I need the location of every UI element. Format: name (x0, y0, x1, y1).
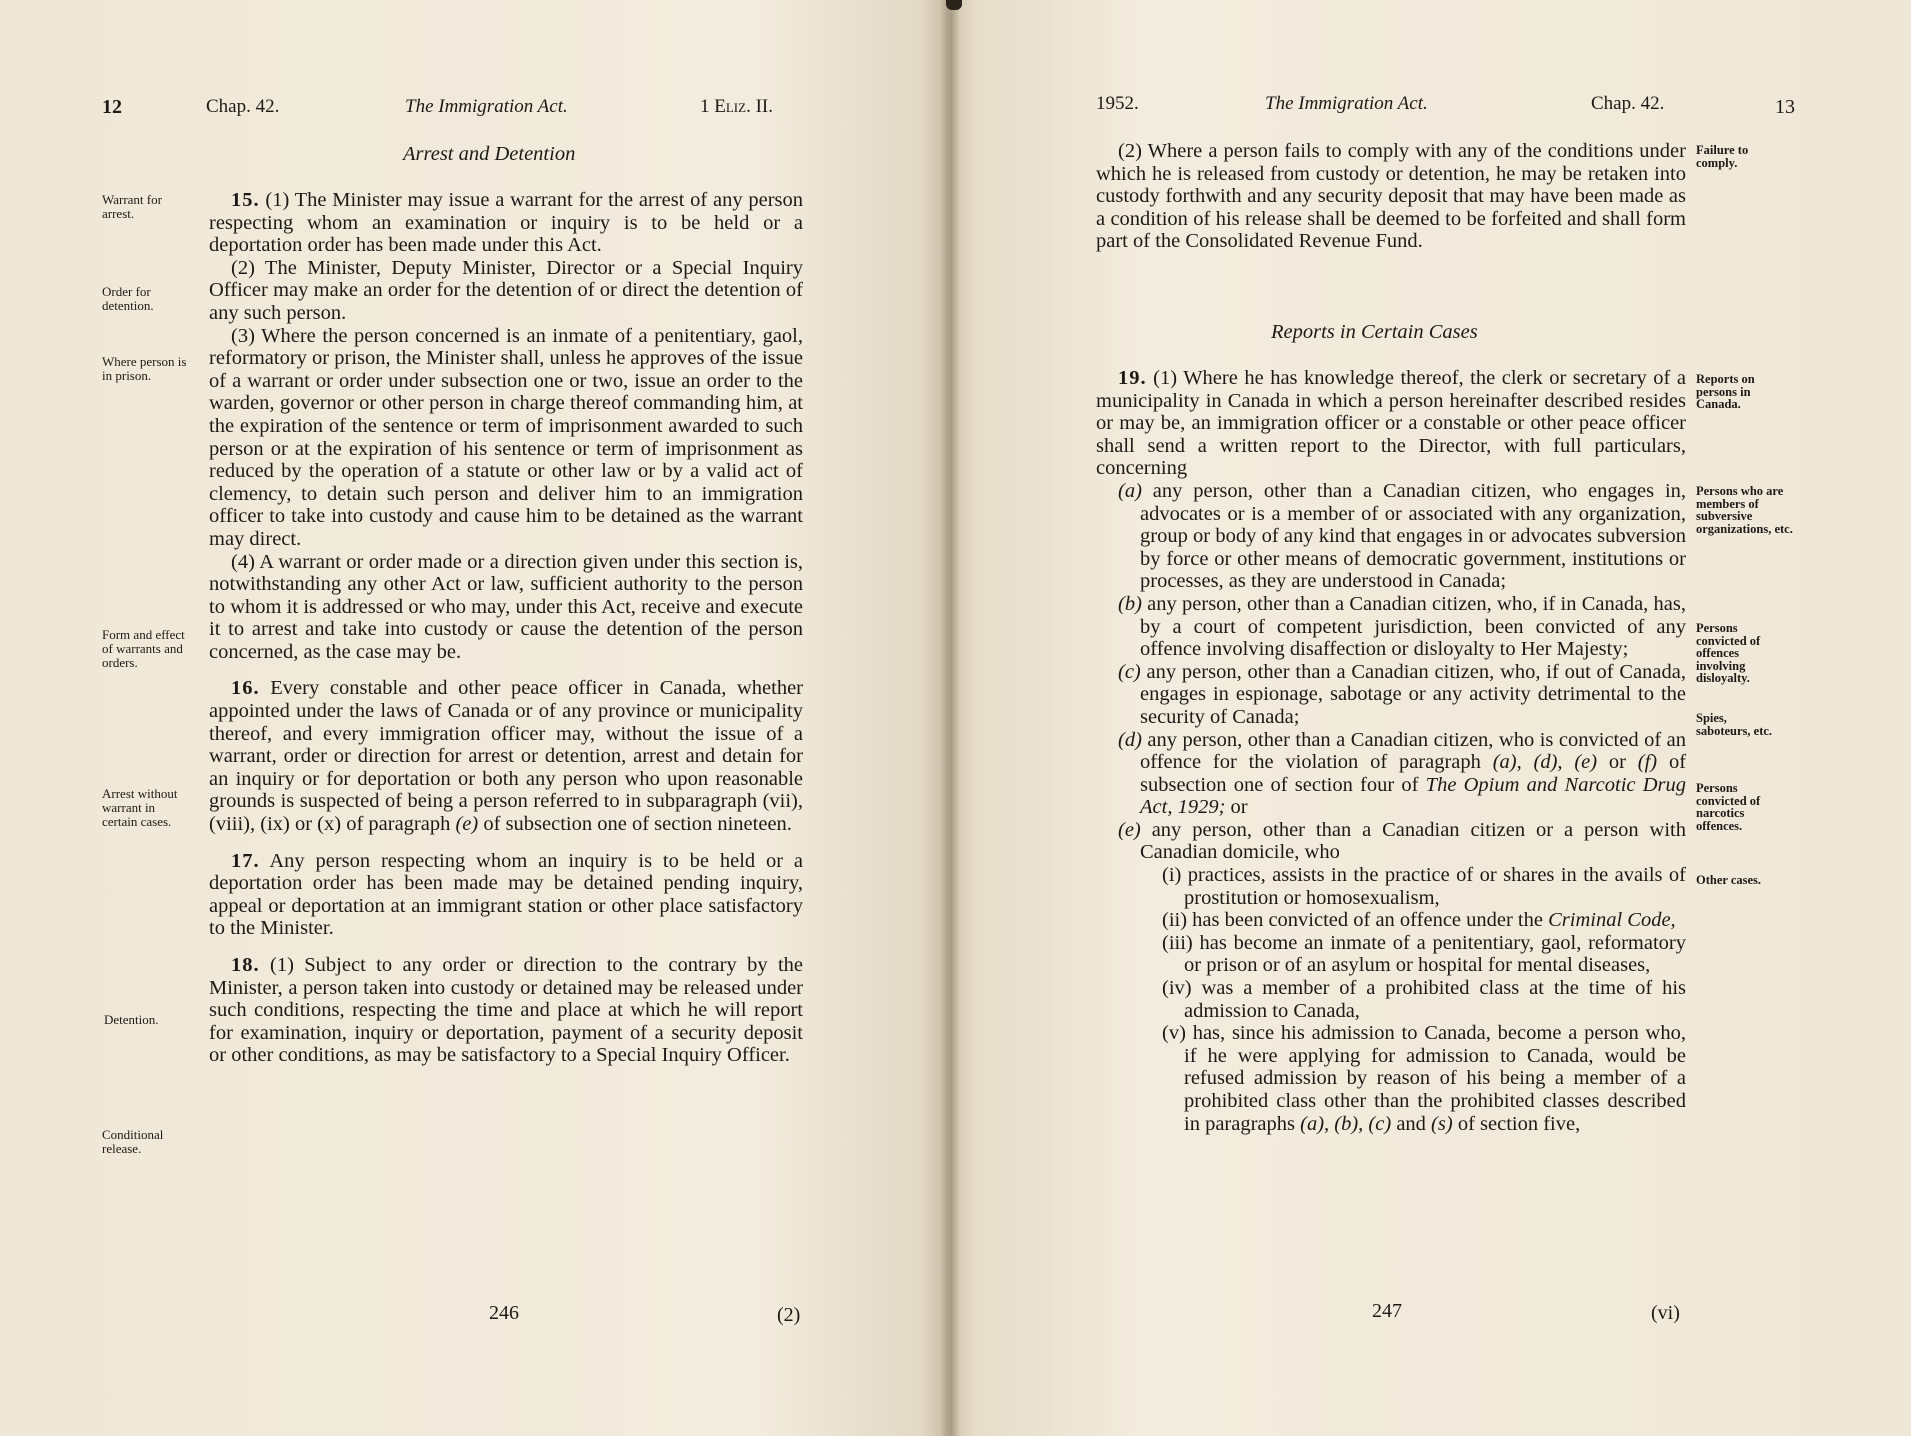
margin-note-form-effect: Form and effect of warrants and orders. (102, 627, 185, 670)
right-body-top (1096, 140, 1686, 253)
margin-note-reports: Reports on persons in Canada. (1696, 372, 1755, 411)
s19-v-text-a: (v) has, since his admission to Canada, become a person who, if he were applying for admission to Canada, would be refused admission by reason of his being a member of a prohibited class other than the prohibited classes described in paragraphs (1162, 1022, 1686, 1135)
s19-sub-i: (i) practices, assists in the practice of or shares in the avails of prostitution or homosexualism, (1162, 864, 1686, 909)
s15-para-3: (3) Where the person concerned is an inmate of a penitentiary, gaol, reformatory or prison, the Minister shall, unless he approves of the issue of a warrant or order under subsection one or two, issue an order to the warden, governor or other person in charge thereof commanding him, at the expiration of the sentence or term of imprisonment awarded to such person or at the expiration of his sentence or term of imprisonment as reduced by the operation of a statute or other law or by a valid act of clemency, to detain such person and deliver him to an immigration officer to take into custody and cause him to be detained as the warrant may direct. (209, 324, 803, 550)
s19-v-and: and (1396, 1112, 1426, 1135)
margin-note-prison: Where person is in prison. (102, 354, 187, 383)
margin-note-detention: Detention. (104, 1012, 159, 1027)
s15-para-1 (209, 189, 803, 257)
s19-c-label: (c) (1118, 660, 1141, 683)
s15-para-2: (2) The Minister, Deputy Minister, Director or a Special Inquiry Officer may make an order for the detention of or direct the detention of any such person. (209, 256, 803, 324)
left-page (0, 0, 948, 1436)
margin-note-subversive: Persons who are members of subversive organizations, etc. (1696, 484, 1793, 536)
s15-number: 15. (231, 189, 260, 211)
margin-note-other-cases: Other cases. (1696, 873, 1762, 887)
right-header-title: The Immigration Act. (1265, 93, 1428, 114)
s15-p1-text: (1) The Minister may issue a warrant for the arrest of any person respecting whom an examination or inquiry is to be held or a deportation order has been made under this Act. (209, 189, 803, 257)
s19-intro (1096, 367, 1686, 480)
right-header-chapter: Chap. 42. (1591, 93, 1665, 114)
s19-d-text-3: or (1230, 796, 1248, 819)
s19-a-text: any person, other than a Canadian citizen, who engages in, advocates or is a member of or associated with any organization, group or body of any kind that engages in or advocates subversion by force or other means of democratic government, institutions or processes, as they are understood in Canada; (1140, 479, 1687, 593)
s19-d-ref-f: (f) (1637, 751, 1658, 774)
s19-c-text: any person, other than a Canadian citizen, who, if out of Canada, engages in espionage, sabotage or any activity detrimental to the security of Canada; (1140, 660, 1686, 728)
margin-note-warrant: Warrant for arrest. (102, 192, 162, 221)
book-gutter (940, 0, 960, 1436)
s19-d-text-2: of subsection one of section four of (1140, 751, 1687, 796)
s19-ii-text: (ii) has been convicted of an offence under the (1162, 909, 1543, 932)
margin-note-spies: Spies, saboteurs, etc. (1696, 711, 1773, 738)
s19-number: 19. (1118, 367, 1147, 389)
margin-note-narcotics: Persons convicted of narcotics offences. (1696, 781, 1761, 833)
left-header-regnal: 1 Eliz. II. (700, 96, 773, 117)
s16-text-a: Every constable and other peace officer in Canada, whether appointed under the laws of Canada or of any province or municipality thereof, and every immigration officer may, without the issue of a warrant, order or direction for arrest or detention, arrest and detain for an inquiry or for deportation or both any person who upon reasonable grounds is suspected of being a person referred to in subparagraph (vii), (viii), (ix) or (x) of paragraph (209, 677, 804, 836)
s18-para-2: (2) Where a person fails to comply with any of the conditions under which he is released from custody or detention, he may be retaken into custody forthwith and any security deposit that may have been made as a condition of his release shall be deemed to be forfeited and shall form part of the Consolidated Revenue Fund. (1096, 140, 1686, 253)
right-signature: (vi) (1651, 1302, 1680, 1324)
s16-para (209, 677, 803, 835)
s19-item-d (1096, 729, 1686, 819)
left-header-chapter: Chap. 42. (206, 96, 280, 117)
s19-item-c (1096, 661, 1686, 729)
margin-note-detention-order: Order for detention. (102, 284, 154, 313)
s19-v-refs: (a), (b), (c) (1300, 1112, 1392, 1135)
left-signature: (2) (777, 1304, 801, 1326)
s19-b-label: (b) (1118, 592, 1142, 615)
s17-para (209, 850, 803, 940)
s19-sub-iii: (iii) has become an inmate of a penitentiary, gaol, reformatory or prison or of an asylum or hospital for mental diseases, (1162, 931, 1686, 977)
s19-v-text-b: of section five, (1457, 1112, 1581, 1135)
s18-number: 18. (231, 954, 260, 976)
s19-ii-code: Criminal Code, (1548, 909, 1676, 932)
s16-text-b: of subsection one of section nineteen. (483, 813, 792, 836)
right-folio: 247 (1372, 1300, 1402, 1322)
s19-a-label: (a) (1118, 479, 1142, 502)
right-body-s19 (1096, 367, 1686, 1135)
left-body-text (209, 189, 803, 1067)
section-heading-arrest: Arrest and Detention (403, 143, 576, 165)
left-page-number: 12 (102, 96, 122, 118)
s18-para-1 (209, 954, 803, 1067)
s19-item-e (1096, 819, 1686, 864)
s19-d-refs: (a), (d), (e) (1492, 751, 1598, 774)
s16-number: 16. (231, 677, 260, 700)
s19-sub-ii (1096, 909, 1686, 932)
margin-note-disloyalty: Persons convicted of offences involving disloyalty. (1696, 621, 1761, 685)
margin-note-conditional-release: Conditional release. (102, 1127, 164, 1156)
s17-number: 17. (231, 849, 260, 872)
s19-d-label: (d) (1118, 728, 1142, 751)
left-folio: 246 (489, 1302, 519, 1324)
s19-b-text: any person, other than a Canadian citizen, who, if in Canada, has, by a court of competent jurisdiction, been convicted of any offence involving disaffection or disloyalty to Her Majesty; (1140, 592, 1687, 661)
s19-item-a (1096, 480, 1686, 593)
right-header-year: 1952. (1096, 93, 1139, 114)
s16-para-ref: (e) (455, 813, 479, 836)
s19-e-label: (e) (1118, 818, 1141, 841)
s17-text: Any person respecting whom an inquiry is to be held or a deportation order has been made may be detained pending inquiry, appeal or deportation at an immigrant station or other place satisfactory to the Minister. (209, 849, 803, 940)
s18-text: (1) Subject to any order or direction to the contrary by the Minister, a person taken into custody or detained may be released under such conditions, respecting the time and place at which he will report for examination, inquiry or deportation, payment of a security deposit or other conditions, as may be satisfactory to a Special Inquiry Officer. (209, 954, 803, 1067)
s19-intro-text: (1) Where he has knowledge thereof, the clerk or secretary of a municipality in Canada in which a person hereinafter described resides or may be, an immigration officer or a constable or other peace officer shall send a written report to the Director, with full particulars, concerning (1096, 367, 1686, 480)
s19-sub-v (1096, 1022, 1686, 1135)
margin-note-failure: Failure to comply. (1696, 143, 1749, 170)
left-header-title: The Immigration Act. (405, 96, 568, 117)
s19-e-text: any person, other than a Canadian citizen or a person with Canadian domicile, who (1140, 818, 1687, 864)
section-heading-reports: Reports in Certain Cases (1271, 321, 1478, 343)
s15-para-4: (4) A warrant or order made or a direction given under this section is, notwithstanding any other Act or law, sufficient authority to the person to whom it is addressed or who may, under this Act, receive and execute it to arrest and take into custody or cause the detention of the person concerned, as the case may be. (209, 550, 803, 663)
s19-item-b (1096, 593, 1686, 661)
right-page (948, 0, 1911, 1436)
s19-v-ref-s: (s) (1431, 1112, 1453, 1135)
s19-sub-iv: (iv) was a member of a prohibited class at the time of his admission to Canada, (1162, 977, 1686, 1022)
s19-d-act: The Opium and Narcotic Drug Act, 1929; (1140, 773, 1686, 819)
s19-d-or: or (1608, 751, 1626, 774)
right-page-number: 13 (1775, 96, 1795, 118)
margin-note-arrest-without-warrant: Arrest without warrant in certain cases. (102, 786, 178, 829)
gutter-mark (946, 0, 962, 10)
s19-d-text-1: any person, other than a Canadian citizen, who is convicted of an offence for the violation of paragraph (1140, 728, 1686, 774)
